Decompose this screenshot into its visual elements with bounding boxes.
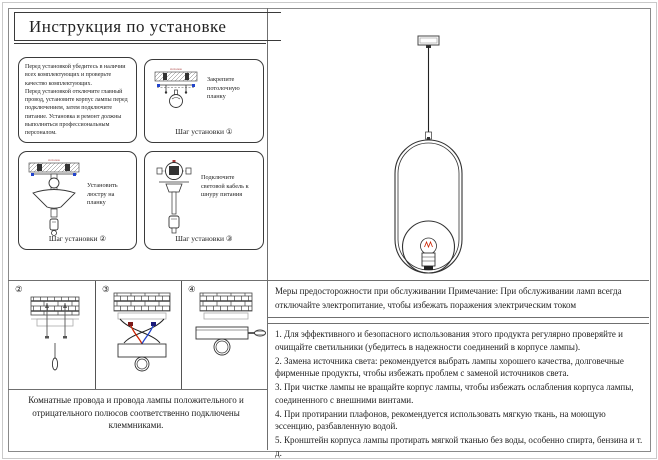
panel-4-diagram [182,281,267,389]
ceiling-label: потолок [48,158,60,162]
panel-3-number: ③ [102,284,110,294]
step-1-label: Закрепите потолочную планку [207,76,240,100]
step-1-box [144,59,264,143]
step-3-label: Подключите световой кабель к шнуру питания [201,174,249,198]
panel-2-diagram [9,281,95,389]
page-title: Инструкция по установке [14,12,281,41]
care-top-rule [268,323,649,324]
care-list [275,328,645,460]
ceiling-label: потолок [170,67,182,71]
care-item-3: 3. При чистке лампы не вращайте корпус лампы, чтобы избежать ослабления корпуса лампы, соединенного с внешними винтами. [275,382,634,405]
panel-2-number: ② [15,284,23,294]
step-3-box [144,151,264,250]
wiring-note: Комнатные провода и провода лампы положительного и отрицательного полюсов соответственно подключены клеммниками. [28,395,244,431]
precaution-text: Меры предосторожности при обслуживании Примечание: При обслуживании ламп всегда отключайте электропитание, чтобы избежать поражения электрическим током [275,286,622,310]
panel-4-number: ④ [188,284,196,294]
step-3-caption: Шаг установки ③ [175,234,233,243]
intro-paragraph-2: Перед установкой отключите главный провод, установите корпус лампы перед подключением, затем подключите питание. Установка и ремонт должны выполняться профессиональным персоналом. [25,88,128,137]
panel-3-diagram [96,281,181,389]
step-2-label: Установить люстру на планку [87,182,118,206]
step-1-caption: Шаг установки ① [175,127,233,136]
panel-canopy-screwdriver [182,281,267,389]
panel-screw-bracket [9,281,96,389]
care-item-2: 2. Замена источника света: рекомендуется выбрать лампы хорошего качества, долговечные фирменные продукты, чтобы избежать проблем с заменой источников света. [275,355,624,379]
intro-paragraph-1: Перед установкой убедитесь в наличии всех комплектующих и проверьте качество комплектующих. [25,64,126,87]
step-2-caption: Шаг установки ② [48,234,107,243]
care-item-5: 5. Кронштейн корпуса лампы протирать мягкой тканью без воды, особенно спирта, бензина и т. д. [275,435,643,458]
precaution-bottom-rule [268,317,649,318]
pendant-lamp-drawing [267,8,650,280]
precaution-top-rule [268,280,649,281]
care-item-1: 1. Для эффективного и безопасного использования этого продукта регулярно проверяйте и очищайте светильники (убедитесь в надежности соединений в корпусе лампы). [275,329,623,352]
step-2-box [18,151,137,250]
title-underline [14,43,266,44]
ceiling-bracket-diagram [150,66,202,114]
intro-box [18,57,137,143]
panel-wiring [96,281,182,389]
panels-bottom-rule [8,389,268,390]
wire-connect-diagram [153,158,195,238]
chandelier-mount-diagram [25,157,83,239]
care-item-4: 4. При протирании плафонов, рекомендуется использовать мягкую ткань, на моющую эссенцию, разбавленную водой. [275,408,606,432]
